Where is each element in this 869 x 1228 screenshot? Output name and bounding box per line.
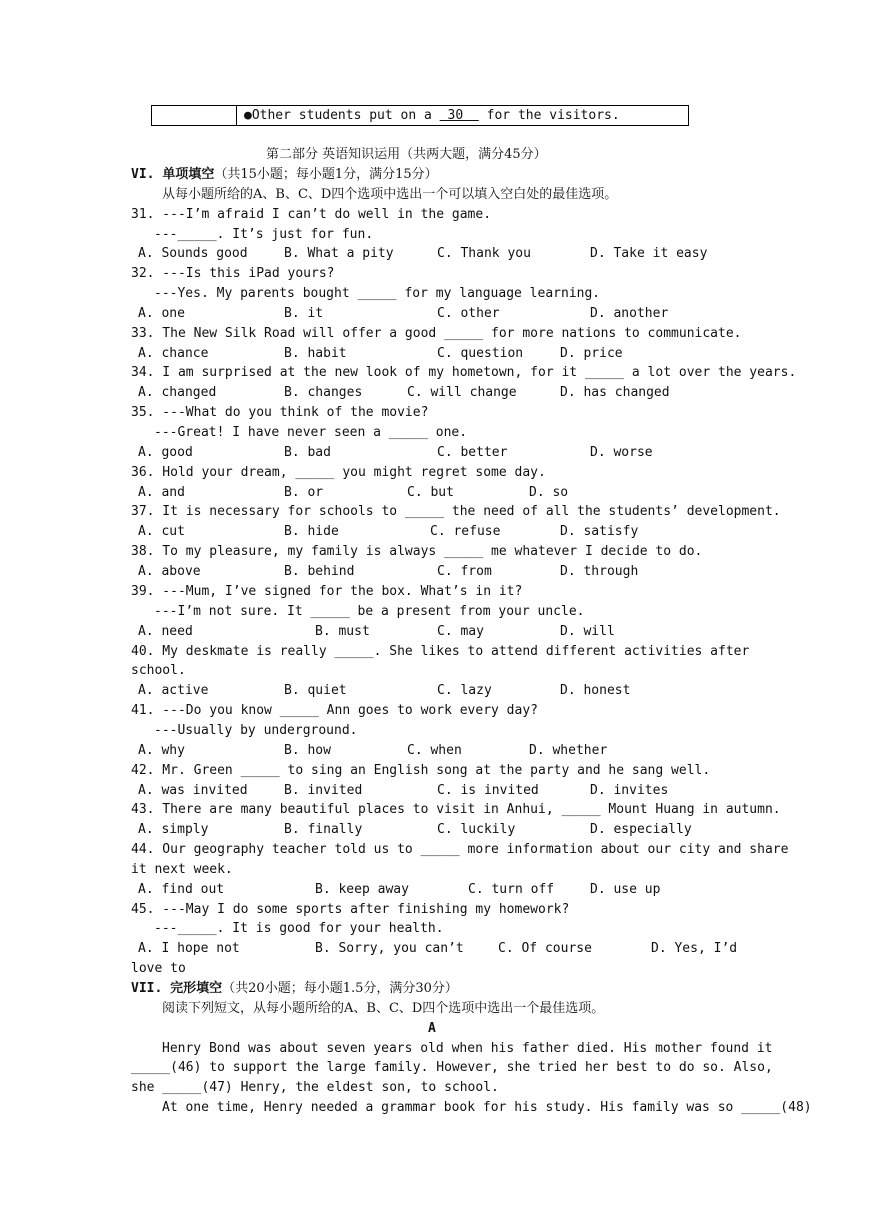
blank-30: 30 — [439, 108, 479, 123]
option-c: C. luckily — [437, 822, 516, 837]
question-line: school. — [131, 663, 186, 678]
option-d: D. use up — [590, 882, 661, 897]
option-d: D. will — [560, 624, 615, 639]
option-a: A. above — [138, 564, 201, 579]
question-line: ---Usually by underground. — [154, 723, 358, 738]
question-line: ---Great! I have never seen a _____ one. — [154, 425, 468, 440]
section-heading-7: VII. 完形填空（共20小题；每小题1.5分，满分30分） — [131, 981, 458, 996]
option-d: D. Yes, I’d — [651, 941, 738, 956]
section-instruction-6: 从每小题所给的A、B、C、D四个选项中选出一个可以填入空白处的最佳选项。 — [162, 187, 618, 202]
option-b: B. habit — [284, 346, 347, 361]
option-b: B. hide — [284, 524, 339, 539]
option-a: A. Sounds good — [138, 246, 248, 261]
question-stem: 39. ---Mum, I’ve signed for the box. What’s in it? — [131, 584, 523, 599]
option-d: D. invites — [590, 783, 669, 798]
option-d: D. through — [560, 564, 639, 579]
question-line: ---I’m not sure. It _____ be a present from your uncle. — [154, 604, 585, 619]
passage-line: _____(46) to support the large family. However, she tried her best to do so. Also, — [131, 1060, 773, 1075]
option-c: C. Thank you — [437, 246, 531, 261]
option-b: B. finally — [284, 822, 363, 837]
option-c: C. better — [437, 445, 508, 460]
option-a: A. cut — [138, 524, 185, 539]
question-stem: 44. Our geography teacher told us to _____ more information about our city and share — [131, 842, 789, 857]
table-cell-text: ●Other students put on a 30 for the visitors. — [244, 108, 620, 123]
option-a: A. changed — [138, 385, 217, 400]
option-c: C. may — [437, 624, 484, 639]
option-d: D. satisfy — [560, 524, 639, 539]
question-stem: 32. ---Is this iPad yours? — [131, 266, 335, 281]
passage-line: At one time, Henry needed a grammar book for his study. His family was so _____(48) — [162, 1100, 812, 1115]
option-c: C. question — [437, 346, 524, 361]
question-stem: 40. My deskmate is really _____. She likes to attend different activities after — [131, 644, 750, 659]
option-c: C. will change — [407, 385, 517, 400]
option-b: B. or — [284, 485, 324, 500]
option-d: D. whether — [529, 743, 608, 758]
table-cell-empty — [152, 106, 237, 125]
question-stem: 35. ---What do you think of the movie? — [131, 405, 429, 420]
option-a: A. good — [138, 445, 193, 460]
passage-label: A — [428, 1021, 436, 1036]
question-stem: 38. To my pleasure, my family is always _____ me whatever I decide to do. — [131, 544, 703, 559]
table-row — [151, 105, 689, 126]
option-c: C. refuse — [430, 524, 501, 539]
part-title: 第二部分 英语知识运用（共两大题，满分45分） — [266, 147, 547, 162]
option-c: C. other — [437, 306, 500, 321]
section-instruction-7: 阅读下列短文，从每小题所给的A、B、C、D四个选项中选出一个最佳选项。 — [162, 1001, 605, 1016]
bullet-icon: ● — [244, 108, 252, 123]
option-b: B. quiet — [284, 683, 347, 698]
option-b: B. bad — [284, 445, 331, 460]
question-stem: 43. There are many beautiful places to visit in Anhui, _____ Mount Huang in autumn. — [131, 802, 781, 817]
question-stem: 42. Mr. Green _____ to sing an English song at the party and he sang well. — [131, 763, 711, 778]
question-stem: 45. ---May I do some sports after finishing my homework? — [131, 902, 570, 917]
option-a: A. find out — [138, 882, 225, 897]
option-b: B. behind — [284, 564, 355, 579]
option-d: D. Take it easy — [590, 246, 708, 261]
question-stem: 34. I am surprised at the new look of my hometown, for it _____ a lot over the years. — [131, 365, 797, 380]
question-line: ---_____. It is good for your health. — [154, 921, 444, 936]
option-b: B. What a pity — [284, 246, 394, 261]
option-c: C. but — [407, 485, 454, 500]
option-d: D. especially — [590, 822, 692, 837]
option-a: A. was invited — [138, 783, 248, 798]
question-line: ---_____. It’s just for fun. — [154, 227, 374, 242]
option-b: B. changes — [284, 385, 363, 400]
option-d: D. has changed — [560, 385, 670, 400]
option-a: A. and — [138, 485, 185, 500]
option-d: D. so — [529, 485, 569, 500]
option-c: C. from — [437, 564, 492, 579]
option-c: C. lazy — [437, 683, 492, 698]
option-b: B. keep away — [315, 882, 409, 897]
option-c: C. when — [407, 743, 462, 758]
option-a: A. chance — [138, 346, 209, 361]
question-stem: 31. ---I’m afraid I can’t do well in the game. — [131, 207, 492, 222]
option-d: D. honest — [560, 683, 631, 698]
question-line: it next week. — [131, 862, 233, 877]
question-stem: 37. It is necessary for schools to _____ the need of all the students’ development. — [131, 504, 781, 519]
option-d: D. another — [590, 306, 669, 321]
passage-line: Henry Bond was about seven years old when his father died. His mother found it — [162, 1041, 773, 1056]
option-b: B. how — [284, 743, 331, 758]
option-a: A. why — [138, 743, 185, 758]
option-a: A. active — [138, 683, 209, 698]
option-d: D. worse — [590, 445, 653, 460]
option-a: A. one — [138, 306, 185, 321]
question-stem: 41. ---Do you know _____ Ann goes to work every day? — [131, 703, 538, 718]
option-a: A. simply — [138, 822, 209, 837]
question-line: ---Yes. My parents bought _____ for my language learning. — [154, 286, 601, 301]
option-b: B. it — [284, 306, 324, 321]
option-c: C. turn off — [468, 882, 555, 897]
option-b: B. invited — [284, 783, 363, 798]
option-b: B. Sorry, you can’t — [315, 941, 464, 956]
section-heading-6: VI. 单项填空（共15小题；每小题1分，满分15分） — [131, 167, 438, 182]
option-b: B. must — [315, 624, 370, 639]
option-c: C. Of course — [498, 941, 592, 956]
option-d-wrap: love to — [131, 961, 186, 976]
question-stem: 33. The New Silk Road will offer a good _____ for more nations to communicate. — [131, 326, 742, 341]
option-a: A. I hope not — [138, 941, 240, 956]
option-a: A. need — [138, 624, 193, 639]
option-d: D. price — [560, 346, 623, 361]
option-c: C. is invited — [437, 783, 539, 798]
question-stem: 36. Hold your dream, _____ you might regret some day. — [131, 465, 546, 480]
passage-line: she _____(47) Henry, the eldest son, to school. — [131, 1080, 499, 1095]
